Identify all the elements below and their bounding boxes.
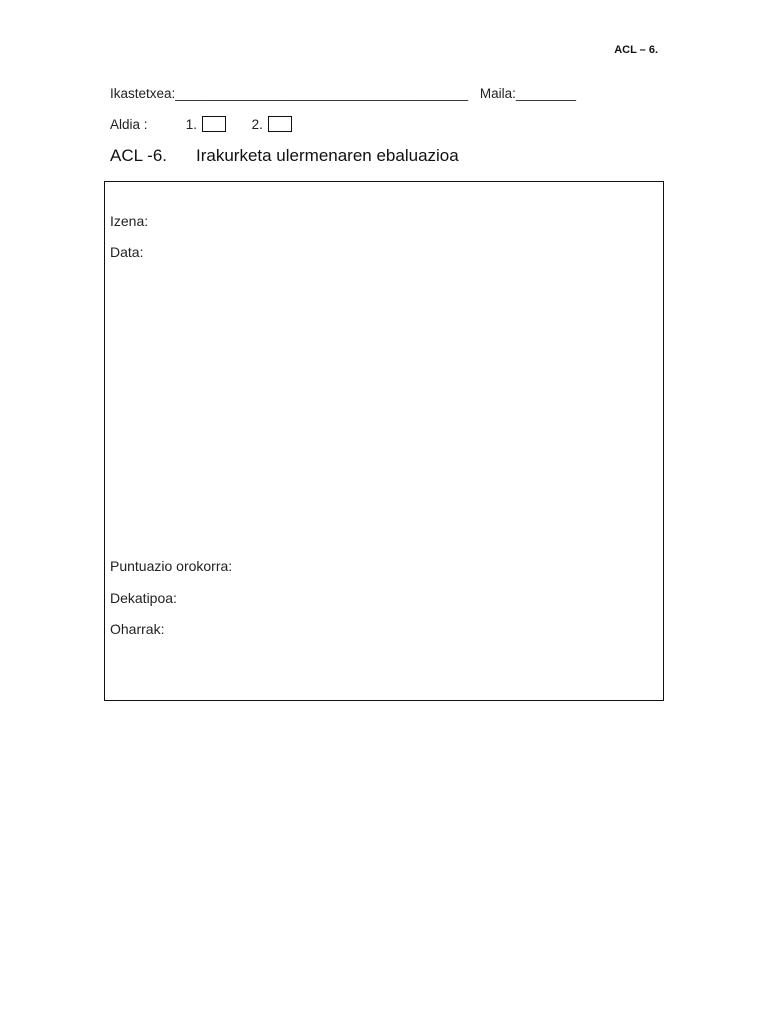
evaluation-box xyxy=(104,181,664,701)
title-text: Irakurketa ulermenaren ebaluazioa xyxy=(196,146,459,165)
date-field[interactable]: Data: xyxy=(110,244,144,260)
period-option-1 xyxy=(186,116,226,134)
period-label: Aldia : xyxy=(110,117,148,132)
decatype-field[interactable]: Dekatipoa: xyxy=(110,590,177,606)
overall-score-field[interactable]: Puntuazio orokorra: xyxy=(110,558,233,574)
school-row xyxy=(110,85,576,103)
school-field[interactable]: Ikastetxea:_______________________________________ xyxy=(110,86,469,101)
name-field[interactable]: Izena: xyxy=(110,213,149,229)
period-1-checkbox[interactable] xyxy=(202,116,226,132)
page-identifier: ACL – 6. xyxy=(614,44,658,56)
period-option-2 xyxy=(252,116,292,134)
level-field[interactable]: Maila:________ xyxy=(479,86,576,101)
period-2-checkbox[interactable] xyxy=(268,116,292,132)
period-option-2-label: 2. xyxy=(251,117,263,132)
period-row xyxy=(110,116,292,134)
notes-field[interactable]: Oharrak: xyxy=(110,621,165,637)
document-title xyxy=(110,145,459,167)
period-option-1-label: 1. xyxy=(185,117,198,132)
title-code: ACL -6. xyxy=(110,146,168,165)
